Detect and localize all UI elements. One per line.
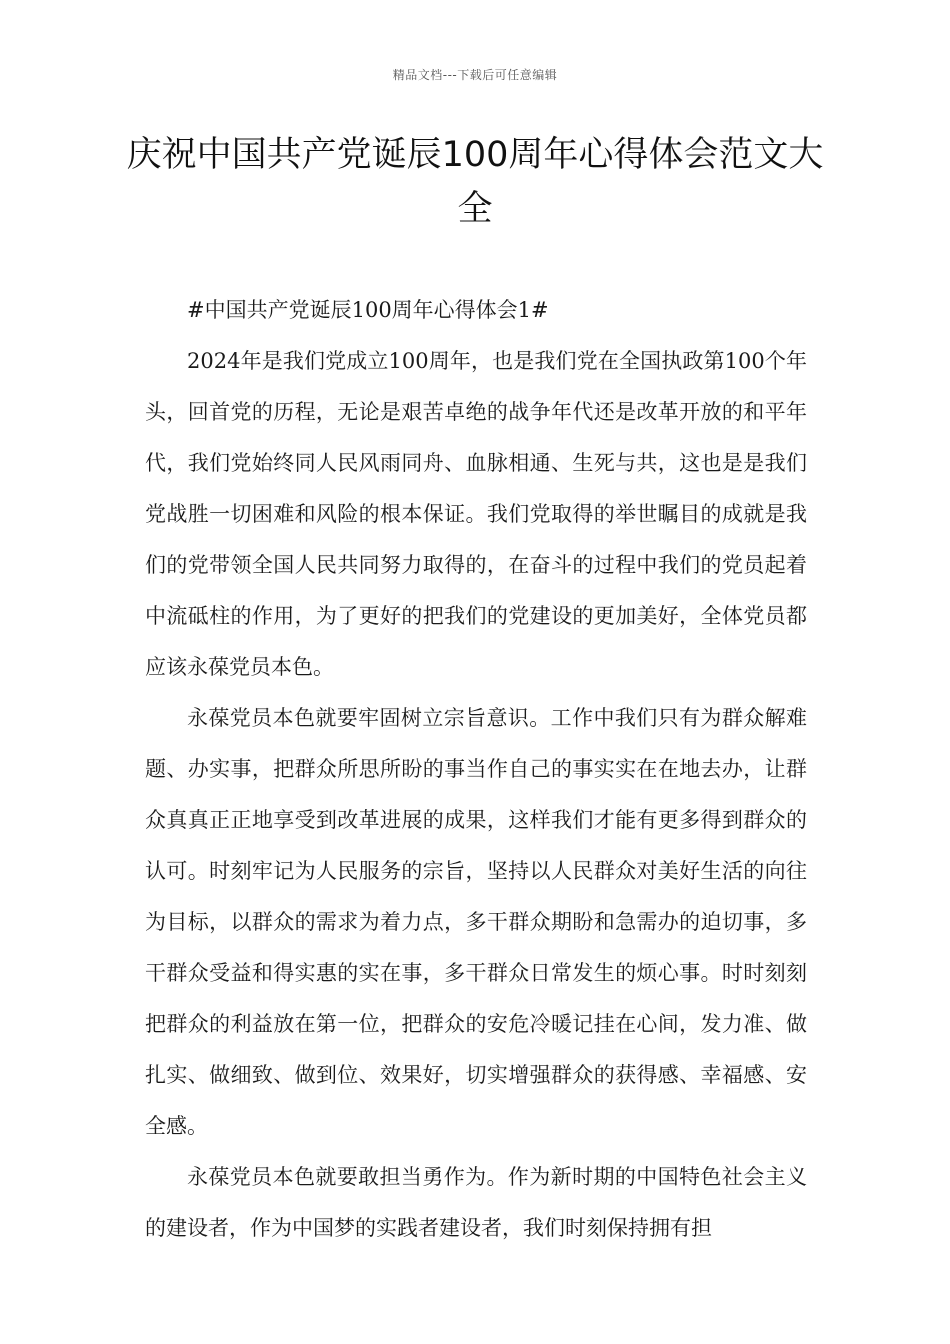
section-heading: #中国共产党诞辰100周年心得体会1# xyxy=(187,298,549,322)
header-note: 精品文档---下载后可任意编辑 xyxy=(392,68,558,82)
document-title: 庆祝中国共产党诞辰100周年心得体会范文大全 xyxy=(126,135,824,229)
paragraph-1: 2024年是我们党成立100周年，也是我们党在全国执政第100个年头，回首党的历程，无论是艰苦卓绝的战争年代还是改革开放的和平年代，我们党始终同人民风雨同舟、血脉相通、生死与共，这也是是我们党战胜一切困难和风险的根本保证。我们党取得的举世瞩目的成就是我们的党带领全国人民共同努力取得的，在奋斗的过程中我们的党员起着中流砥柱的作用，为了更好的把我们的党建设的更加美好，全体党员都应该永葆党员本色。 xyxy=(145,349,807,679)
paragraph-3: 永葆党员本色就要敢担当勇作为。作为新时期的中国特色社会主义的建设者，作为中国梦的实践者建设者，我们时刻保持拥有担 xyxy=(145,1165,807,1240)
paragraph-2: 永葆党员本色就要牢固树立宗旨意识。工作中我们只有为群众解难题、办实事，把群众所思所盼的事当作自己的事实实在在地去办，让群众真真正正地享受到改革进展的成果，这样我们才能有更多得到群众的认可。时刻牢记为人民服务的宗旨，坚持以人民群众对美好生活的向往为目标，以群众的需求为着力点，多干群众期盼和急需办的迫切事，多干群众受益和得实惠的实在事，多干群众日常发生的烦心事。时时刻刻把群众的利益放在第一位，把群众的安危冷暖记挂在心间，发力准、做扎实、做细致、做到位、效果好，切实增强群众的获得感、幸福感、安全感。 xyxy=(145,706,807,1138)
document-body xyxy=(145,285,807,1254)
